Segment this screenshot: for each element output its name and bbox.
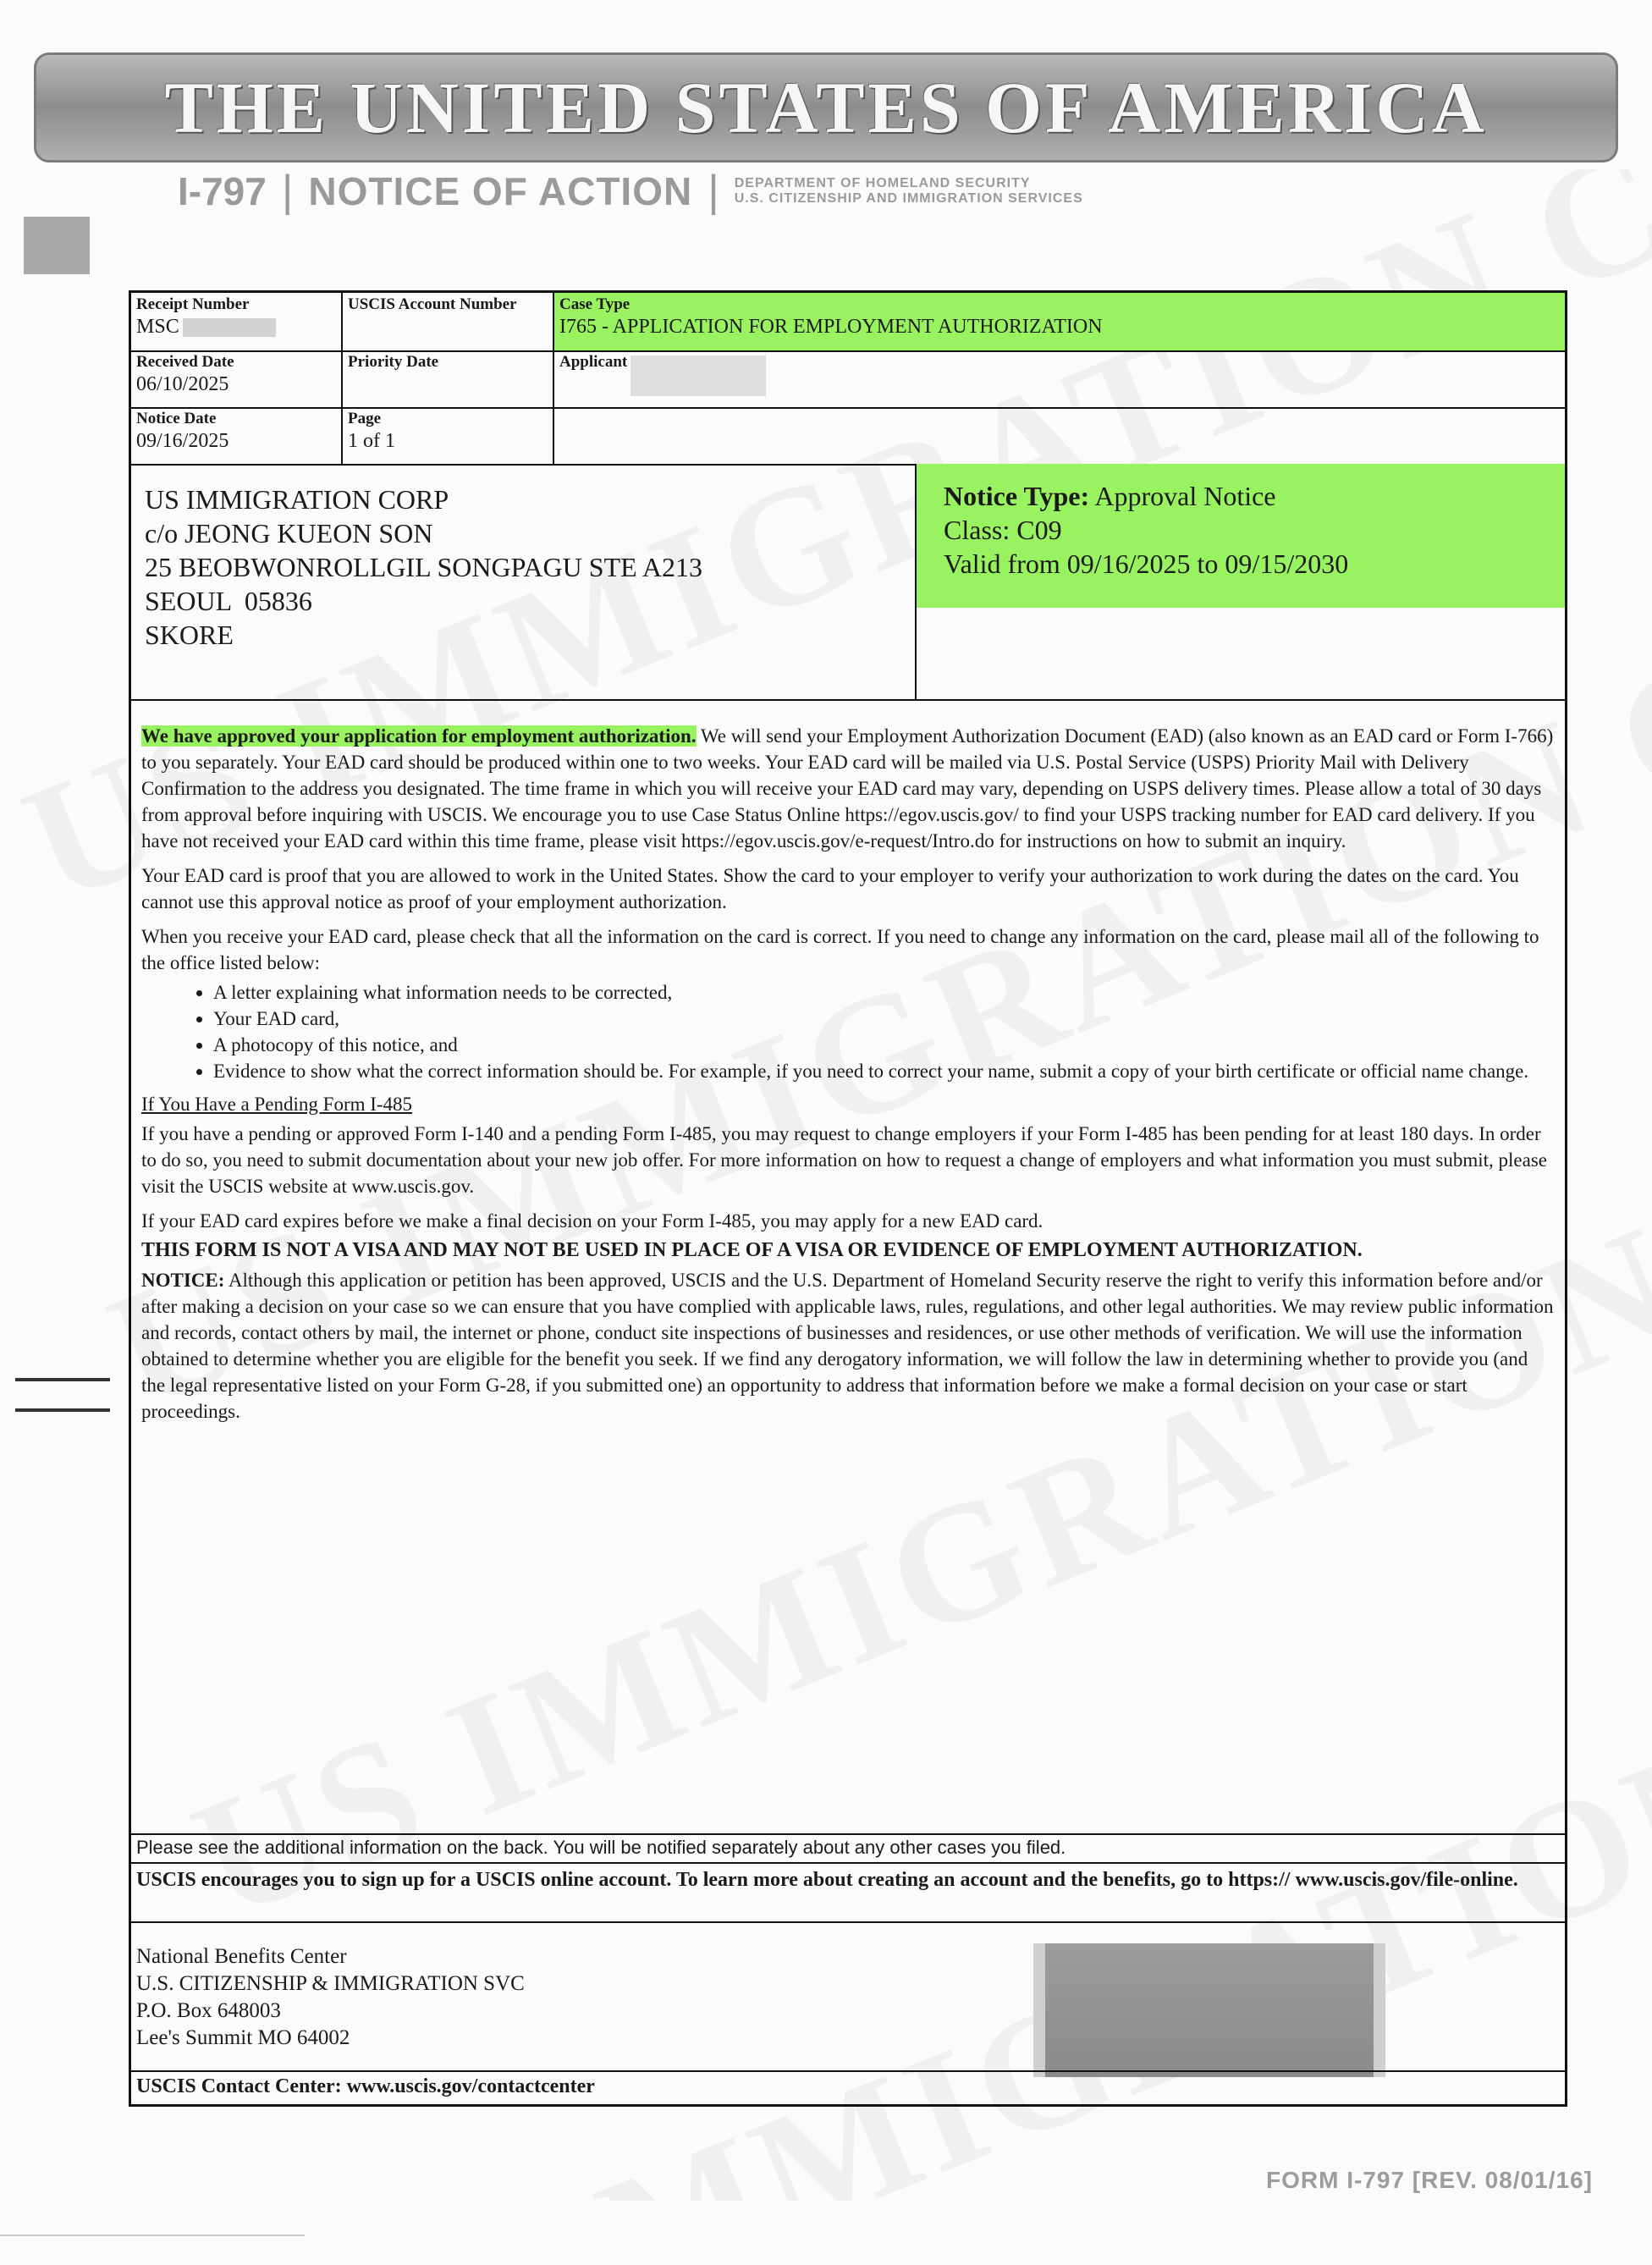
validity-line: Valid from 09/16/2025 to 09/15/2030 bbox=[944, 548, 1349, 579]
address-line: c/o JEONG KUEON SON bbox=[145, 518, 433, 548]
banner bbox=[34, 52, 1618, 163]
banner-title: THE UNITED STATES OF AMERICA bbox=[164, 67, 1488, 148]
received-date-cell bbox=[131, 350, 343, 407]
paragraph: When you receive your EAD card, please check that all the information on the card is correct. If you need to change any information on the card, please mail all of the following to the office listed below: bbox=[141, 926, 1539, 973]
address-line: US IMMIGRATION CORP bbox=[145, 484, 449, 515]
receipt-number-value: MSC bbox=[136, 316, 179, 338]
department-line-1: DEPARTMENT OF HOMELAND SECURITY bbox=[734, 176, 1031, 190]
empty-cell bbox=[554, 407, 1565, 464]
notice-type-label: Notice Type: bbox=[944, 481, 1090, 511]
priority-date-label: Priority Date bbox=[348, 353, 439, 371]
address-line: 25 BEOBWONROLLGIL SONGPAGU STE A213 bbox=[145, 552, 702, 582]
received-date-value: 06/10/2025 bbox=[136, 373, 229, 395]
back-page-note: Please see the additional information on the back. You will be notified separately about any other cases you filed. bbox=[131, 1833, 1565, 1864]
redaction-block bbox=[183, 318, 276, 337]
notice-label: NOTICE: bbox=[141, 1270, 225, 1291]
case-type-value: I765 - APPLICATION FOR EMPLOYMENT AUTHORIZATION bbox=[559, 316, 1103, 338]
notice-date-value: 09/16/2025 bbox=[136, 430, 229, 452]
case-table-row-1 bbox=[131, 293, 1565, 352]
office-address bbox=[136, 1943, 525, 2052]
notice-frame bbox=[129, 290, 1567, 2107]
scan-edge bbox=[0, 2235, 305, 2236]
department-line-2: U.S. CITIZENSHIP AND IMMIGRATION SERVICES bbox=[734, 191, 1083, 206]
notice-type-highlight bbox=[917, 464, 1565, 608]
receipt-number-label: Receipt Number bbox=[136, 295, 250, 313]
paragraph bbox=[141, 723, 1555, 854]
redaction-block bbox=[1033, 1943, 1385, 2077]
form-number: I-797 bbox=[178, 169, 267, 213]
form-revision: FORM I-797 [REV. 08/01/16] bbox=[1265, 2167, 1593, 2193]
class-line: Class: C09 bbox=[944, 515, 1062, 545]
case-type-cell bbox=[554, 293, 1565, 350]
section-heading: If You Have a Pending Form I-485 bbox=[141, 1094, 413, 1115]
department-name bbox=[735, 176, 1083, 207]
online-account-note: USCIS encourages you to sign up for a USCIS online account. To learn more about creating an account and the benefits, go to https:// www.uscis.gov/file-online. bbox=[131, 1864, 1565, 1923]
office-line: National Benefits Center bbox=[136, 1945, 347, 1968]
office-line: Lee's Summit MO 64002 bbox=[136, 2026, 350, 2049]
office-line: P.O. Box 648003 bbox=[136, 1999, 281, 2022]
header-divider: | bbox=[281, 167, 294, 216]
paragraph-text: We will send your Employment Authorization Document (EAD) (also known as an EAD card or Form I-766) to you separately. Your EAD card should be produced within one to two weeks. Your EAD card will be mailed via U.S. Postal Service (USPS) Priority Mail with Delivery Confirmation to the address you designated. The time frame in which you will receive your EAD card may vary, depending on USPS delivery times. Please allow a total of 30 days from approval before inquiring with USCIS. We encourage you to use Case Status Online https://egov.uscis.gov/ to find your USPS tracking number for EAD card delivery. If you have not received your EAD card within this time frame, please visit https://egov.uscis.gov/e-request/Intro.do for instructions on how to submit an inquiry. bbox=[141, 725, 1554, 851]
notice-text: Although this application or petition has been approved, USCIS and the U.S. Department of Homeland Security reserve the right to verify this information before and/or after making a decision on your case so we can ensure that you have complied with applicable laws, rules, regulations, and other legal authorities. We may review public information and records, contact others by mail, the internet or phone, conduct site inspections of businesses and residences, or use other methods of verification. We will use the information obtained to determine whether you are eligible for the benefit you seek. If we find any derogatory information, we will follow the law in determining whether to provide you (and the legal representative listed on your Form G-28, if you submitted one) an opportunity to address that information before we make a formal decision on your case or start proceedings. bbox=[141, 1270, 1554, 1422]
received-date-label: Received Date bbox=[136, 353, 234, 371]
case-type-label: Case Type bbox=[559, 295, 631, 313]
margin-line bbox=[15, 1408, 110, 1412]
notice-date-label: Notice Date bbox=[136, 410, 217, 427]
page-label: Page bbox=[348, 410, 382, 427]
paragraph: If your EAD card expires before we make a final decision on your Form I-485, you may apply for a new EAD card. bbox=[141, 1210, 1044, 1232]
mailing-address bbox=[131, 464, 917, 701]
notice-type-box bbox=[917, 464, 1565, 701]
header-divider: | bbox=[708, 167, 719, 216]
case-table-row-2 bbox=[131, 350, 1565, 409]
contact-center: USCIS Contact Center: www.uscis.gov/contactcenter bbox=[131, 2070, 1565, 2104]
redaction-block bbox=[631, 355, 766, 396]
office-line: U.S. CITIZENSHIP & IMMIGRATION SVC bbox=[136, 1972, 525, 1995]
priority-date-cell bbox=[343, 350, 554, 407]
notice-body bbox=[141, 723, 1555, 1433]
form-title: NOTICE OF ACTION bbox=[308, 169, 693, 213]
page-value: 1 of 1 bbox=[348, 430, 395, 452]
notice-type-value: Approval Notice bbox=[1094, 481, 1276, 511]
account-number-label: USCIS Account Number bbox=[348, 295, 517, 313]
notice-paragraph bbox=[141, 1267, 1555, 1425]
page-cell bbox=[343, 407, 554, 464]
approval-statement: We have approved your application for employment authorization. bbox=[141, 725, 697, 747]
list-item: • A letter explaining what information needs to be corrected, bbox=[213, 979, 1555, 1006]
margin-line bbox=[15, 1378, 110, 1381]
redaction-mark bbox=[24, 217, 90, 274]
applicant-cell bbox=[554, 350, 1565, 407]
paragraph: If you have a pending or approved Form I-140 and a pending Form I-485, you may request to change employers if your Form I-485 has been pending for at least 180 days. In order to do so, you need to submit documentation about your new job offer. For more information on how to request a change of employers and what information you must submit, please visit the USCIS website at www.uscis.gov. bbox=[141, 1123, 1548, 1197]
receipt-number-cell bbox=[131, 293, 343, 350]
notice-date-cell bbox=[131, 407, 343, 464]
address-line: SEOUL 05836 bbox=[145, 586, 312, 616]
required-items-list bbox=[141, 979, 1555, 1084]
visa-warning: THIS FORM IS NOT A VISA AND MAY NOT BE USED IN PLACE OF A VISA OR EVIDENCE OF EMPLOYMENT AUTHORIZATION. bbox=[141, 1239, 1363, 1261]
margin-marks bbox=[15, 1378, 110, 1439]
list-item: • Evidence to show what the correct information should be. For example, if you need to correct your name, submit a copy of your birth certificate or official name change. bbox=[213, 1058, 1555, 1084]
account-number-cell bbox=[343, 293, 554, 350]
case-table-row-3 bbox=[131, 407, 1565, 466]
address-line: SKORE bbox=[145, 620, 234, 650]
paragraph: Your EAD card is proof that you are allowed to work in the United States. Show the card to your employer to verify your authorization to work during the dates on the card. You cannot use this approval notice as proof of your employment authorization. bbox=[141, 865, 1519, 912]
list-item: • A photocopy of this notice, and bbox=[213, 1032, 1555, 1058]
list-item: • Your EAD card, bbox=[213, 1006, 1555, 1032]
form-header bbox=[178, 166, 1083, 217]
applicant-label: Applicant bbox=[559, 353, 628, 371]
